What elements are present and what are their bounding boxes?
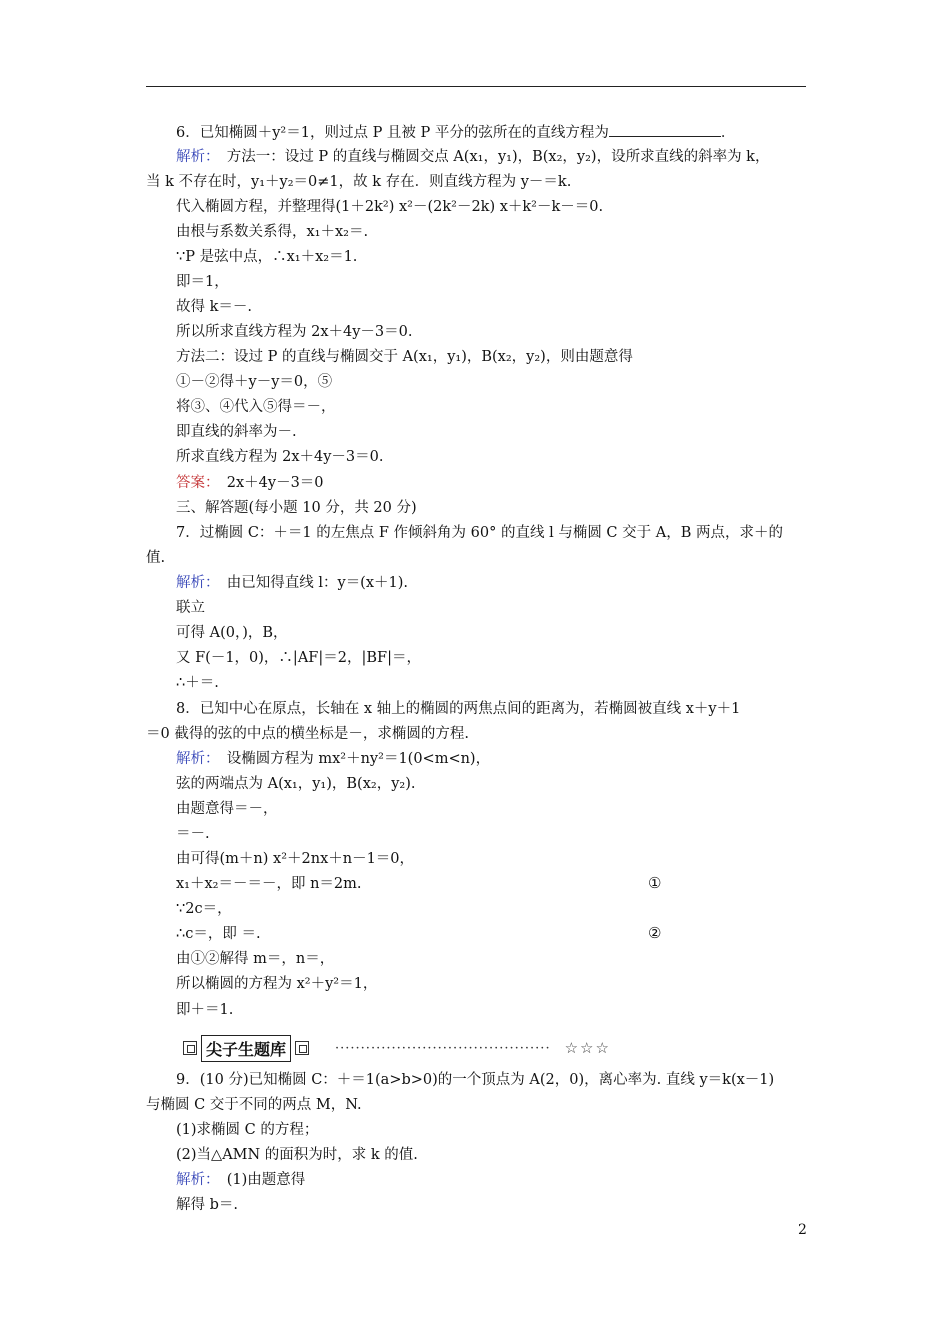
text-line: 可得 A(0，)，B， — [176, 625, 288, 641]
text-line: 将③、④代入⑤得＝－， — [176, 399, 336, 415]
text-line: 代入椭圆方程，并整理得(1＋2k²) x²－(2k²－2k) x＋k²－k－＝0. — [176, 199, 604, 215]
question-8: 8．已知中心在原点，长轴在 x 轴上的椭圆的两焦点间的距离为，若椭圆被直线 x＋y＋1 — [176, 701, 741, 717]
box-icon — [183, 1041, 197, 1055]
answer-blank — [609, 122, 721, 137]
text-line: 由根与系数关系得，x₁＋x₂＝. — [176, 224, 369, 240]
text-line: 所以所求直线方程为 2x＋4y－3＝0. — [176, 324, 413, 340]
text-line: ∴c＝，即 ＝. — [176, 926, 261, 942]
section-banner — [183, 1036, 611, 1060]
text-line: 与椭圆 C 交于不同的两点 M，N. — [146, 1097, 362, 1113]
section-title: 尖子生题库 — [201, 1035, 291, 1062]
question-6: 6．已知椭圆＋y²＝1，则过点 P 且被 P 平分的弦所在的直线方程为 ． — [176, 122, 735, 143]
analysis-label: 解析： — [176, 149, 213, 165]
text-line: 即＝1， — [176, 274, 229, 290]
text-line: 由题意得＝－， — [176, 801, 278, 817]
text-line: ∴＋＝. — [176, 675, 219, 691]
text-line: ∵2c＝， — [176, 901, 232, 917]
difficulty-stars: ☆☆☆ — [564, 1039, 611, 1057]
text-line: (1)求椭圆 C 的方程； — [176, 1122, 319, 1138]
text-line: 由可得(m＋n) x²＋2nx＋n－1＝0， — [176, 851, 415, 867]
equation-mark-2: ② — [648, 924, 662, 942]
text-line: x₁＋x₂＝－＝－，即 n＝2m. — [176, 876, 362, 892]
page-number: 2 — [798, 1222, 807, 1238]
analysis-line: 解析： (1)由题意得 — [176, 1172, 306, 1188]
text-line: ＝0 截得的弦的中点的横坐标是－，求椭圆的方程. — [146, 726, 469, 742]
analysis-label: 解析： — [176, 1172, 213, 1188]
text-line: ＝－. — [176, 826, 210, 842]
text-line: 又 F(－1，0)，∴|AF|＝2，|BF|＝， — [176, 650, 421, 666]
text-line: ∵P 是弦中点，∴x₁＋x₂＝1. — [176, 249, 358, 265]
text-line: 当 k 不存在时，y₁＋y₂＝0≠1，故 k 存在．则直线方程为 y－＝k. — [146, 174, 572, 190]
answer-label: 答案： — [176, 475, 213, 491]
analysis-line: 解析： 由已知得直线 l：y＝(x＋1). — [176, 575, 409, 591]
analysis-line: 解析： 设椭圆方程为 mx²＋ny²＝1(0<m<n)， — [176, 751, 491, 767]
header-rule — [146, 86, 806, 87]
analysis-line: 解析： 方法一：设过 P 的直线与椭圆交点 A(x₁，y₁)，B(x₂，y₂)，设所求直线的斜率为 k， — [176, 149, 770, 165]
analysis-label: 解析： — [176, 751, 213, 767]
answer-line: 答案： 2x＋4y－3＝0 — [176, 475, 324, 491]
analysis-label: 解析： — [176, 575, 213, 591]
text-line: 即＋＝1. — [176, 1002, 234, 1018]
text-line: 弦的两端点为 A(x₁，y₁)，B(x₂，y₂). — [176, 776, 416, 792]
dotted-leader: ·········································· — [335, 1040, 551, 1056]
text-line: 方法二：设过 P 的直线与椭圆交于 A(x₁，y₁)，B(x₂，y₂)，则由题意得 — [176, 349, 633, 365]
text-line: 所求直线方程为 2x＋4y－3＝0. — [176, 449, 384, 465]
text-line: 解得 b＝. — [176, 1197, 238, 1213]
text-line: (2)当△AMN 的面积为时，求 k 的值. — [176, 1147, 418, 1163]
text-line: 故得 k＝－. — [176, 299, 253, 315]
text-line: 由①②解得 m＝，n＝， — [176, 951, 335, 967]
box-icon — [295, 1041, 309, 1055]
question-9: 9．(10 分)已知椭圆 C：＋＝1(a>b>0)的一个顶点为 A(2，0)，离心率为. 直线 y＝k(x－1) — [176, 1072, 775, 1088]
question-7: 7．过椭圆 C：＋＝1 的左焦点 F 作倾斜角为 60° 的直线 l 与椭圆 C 交于 A，B 两点，求＋的 — [176, 525, 783, 541]
section-heading: 三、解答题(每小题 10 分，共 20 分) — [176, 500, 417, 516]
text-line: ①－②得＋y－y＝0，⑤ — [176, 374, 333, 390]
equation-mark-1: ① — [648, 874, 662, 892]
text-line: 所以椭圆的方程为 x²＋y²＝1， — [176, 976, 378, 992]
text-line: 联立 — [176, 600, 205, 616]
text-line: 即直线的斜率为－. — [176, 424, 297, 440]
text-line: 值. — [146, 550, 166, 566]
